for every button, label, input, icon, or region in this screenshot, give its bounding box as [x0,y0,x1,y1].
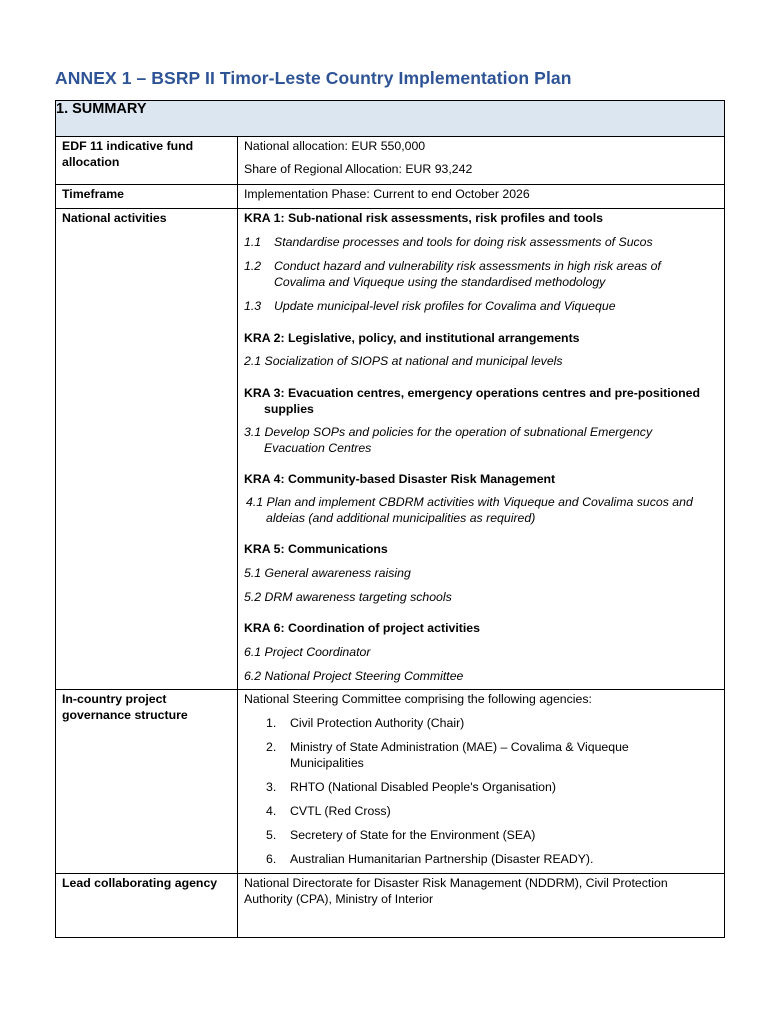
lead-agency-label: Lead collaborating agency [56,874,238,938]
activity-1-3-text: Update municipal-level risk profiles for Covalima and Viqueque [274,299,616,313]
list-item-text: Australian Humanitarian Partnership (Disaster READY). [290,852,594,866]
activity-6-2: 6.2 National Project Steering Committee [244,669,464,683]
timeframe-text: Implementation Phase: Current to end October 2026 [244,187,530,201]
lead-agency-value [238,874,725,938]
activity-1-3 [244,298,718,314]
table-row-fund [56,137,725,185]
list-item [244,737,718,777]
list-item-text: RHTO (National Disabled People's Organisation) [290,780,556,794]
activity-1-2-text: Conduct hazard and vulnerability risk assessments in high risk areas of Covalima and Viqueque using the standardised methodology [274,259,661,289]
activity-4-1 [244,494,718,526]
activity-1-3-num: 1.3 [244,299,262,313]
national-activities-label: National activities [56,209,238,690]
list-item [244,801,718,825]
timeframe-label: Timeframe [56,185,238,209]
activity-3-1-line2: Evacuation Centres [264,441,372,455]
kra3-title-line2: supplies [264,402,314,416]
timeframe-value [238,185,725,209]
list-item-text: Secretery of State for the Environment (SEA) [290,828,536,842]
summary-heading-row [56,101,725,137]
table-row-timeframe [56,185,725,209]
activity-5-2: 5.2 DRM awareness targeting schools [244,590,452,604]
governance-intro: National Steering Committee comprising the following agencies: [244,692,592,706]
kra5-title: KRA 5: Communications [244,542,388,556]
list-item [244,713,718,737]
activity-1-1-num: 1.1 [244,235,262,249]
fund-label: EDF 11 indicative fund allocation [56,137,238,185]
kra4-title: KRA 4: Community-based Disaster Risk Management [244,472,556,486]
kra1-title: KRA 1: Sub-national risk assessments, risk profiles and tools [244,211,603,225]
kra2-title: KRA 2: Legislative, policy, and institutional arrangements [244,331,580,345]
list-item-num: 5. [266,828,277,842]
table-row-governance [56,690,725,874]
table-row-national-activities [56,209,725,690]
list-item [244,777,718,801]
activity-5-1: 5.1 General awareness raising [244,566,411,580]
list-item-num: 3. [266,780,277,794]
kra3-title [244,385,718,417]
activity-3-1 [244,424,718,456]
activity-4-1-line2: aldeias (and additional municipalities as required) [266,511,536,525]
kra3-title-line1: KRA 3: Evacuation centres, emergency operations centres and pre-positioned [244,386,701,400]
governance-label: In-country project governance structure [56,690,238,874]
list-item-num: 1. [266,716,277,730]
list-item [244,849,718,873]
list-item-text: Ministry of State Administration (MAE) – Covalima & Viqueque Municipalities [290,740,629,770]
list-item-text: CVTL (Red Cross) [290,804,391,818]
regional-allocation: Share of Regional Allocation: EUR 93,242 [244,162,473,176]
list-item-num: 4. [266,804,277,818]
fund-values [238,137,725,185]
activity-1-1-text: Standardise processes and tools for doing risk assessments of Sucos [274,235,653,249]
kra6-title: KRA 6: Coordination of project activities [244,621,480,635]
summary-heading: 1. SUMMARY [56,101,725,137]
activity-1-2-num: 1.2 [244,259,262,273]
activity-4-1-line1: 4.1 Plan and implement CBDRM activities with Viqueque and Covalima sucos and [246,495,693,509]
national-activities-content [238,209,725,690]
activity-3-1-line1: 3.1 Develop SOPs and policies for the operation of subnational Emergency [244,425,653,439]
governance-content [238,690,725,874]
activity-1-1 [244,234,718,250]
summary-table [55,100,725,938]
list-item-text: Civil Protection Authority (Chair) [290,716,465,730]
list-item-num: 2. [266,740,277,754]
list-item-num: 6. [266,852,277,866]
activity-6-1: 6.1 Project Coordinator [244,645,371,659]
national-allocation: National allocation: EUR 550,000 [244,139,426,153]
lead-agency-text: National Directorate for Disaster Risk Management (NDDRM), Civil Protection Authority (CPA), Ministry of Interior [244,876,668,906]
activity-2-1: 2.1 Socialization of SIOPS at national and municipal levels [244,354,563,368]
activity-1-2 [244,258,718,290]
list-item [244,825,718,849]
table-row-lead-agency [56,874,725,938]
page-title: ANNEX 1 – BSRP II Timor-Leste Country Implementation Plan [55,68,572,88]
